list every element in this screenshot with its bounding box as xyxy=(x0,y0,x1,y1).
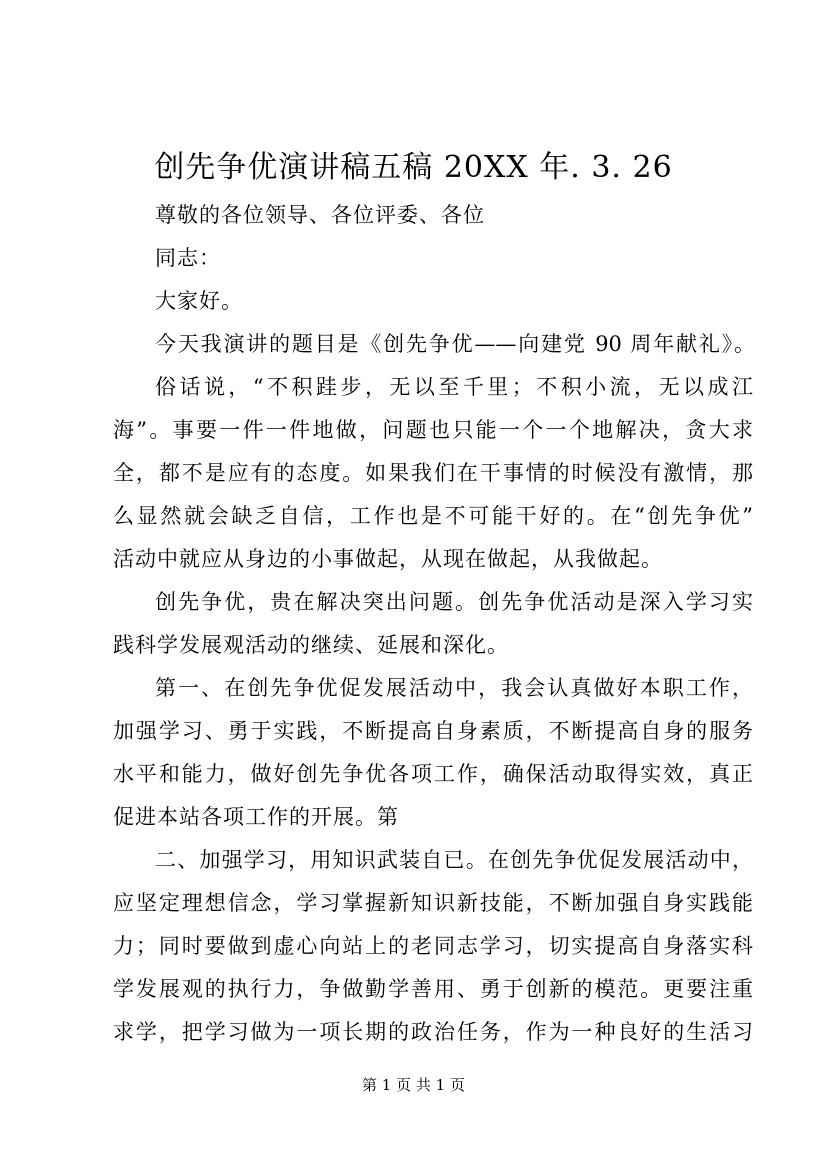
paragraph-line: 水平和能力，做好创先争优各项工作，确保活动取得实效，真正 xyxy=(113,762,753,786)
greeting-line: 大家好。 xyxy=(155,289,243,313)
paragraph-line: 力；同时要做到虚心向站上的老同志学习，切实提高自身落实科 xyxy=(113,934,753,958)
paragraph-line: 加强学习、勇于实践，不断提高自身素质，不断提高自身的服务 xyxy=(113,719,753,743)
paragraph-line: 海”。事要一件一件地做，问题也只能一个一个地解决，贪大求 xyxy=(113,418,753,442)
paragraph-line: 应坚定理想信念，学习掌握新知识新技能，不断加强自身实践能 xyxy=(113,891,753,915)
salutation-line: 尊敬的各位领导、各位评委、各位 xyxy=(155,203,485,227)
paragraph-line: 第一、在创先争优促发展活动中，我会认真做好本职工作， xyxy=(155,676,753,700)
salutation-line: 同志： xyxy=(155,246,221,270)
paragraph-line: 全，都不是应有的态度。如果我们在干事情的时候没有激情，那 xyxy=(113,461,753,485)
paragraph-line: 创先争优，贵在解决突出问题。创先争优活动是深入学习实 xyxy=(155,590,753,614)
paragraph-line: 求学，把学习做为一项长期的政治任务，作为一种良好的生活习 xyxy=(113,1020,753,1044)
paragraph-line: 二、加强学习，用知识武装自已。在创先争优促发展活动中， xyxy=(155,848,753,872)
paragraph-line: 么显然就会缺乏自信，工作也是不可能干好的。在“创先争优” xyxy=(113,504,753,528)
paragraph-line: 活动中就应从身边的小事做起，从现在做起，从我做起。 xyxy=(113,547,663,571)
paragraph-line: 学发展观的执行力，争做勤学善用、勇于创新的模范。更要注重 xyxy=(113,977,753,1001)
paragraph-line: 今天我演讲的题目是《创先争优——向建党 90 周年献礼》。 xyxy=(155,332,755,356)
paragraph-line: 促进本站各项工作的开展。第 xyxy=(113,805,399,829)
document-title: 创先争优演讲稿五稿 20XX 年. 3. 26 xyxy=(154,150,673,185)
paragraph-line: 践科学发展观活动的继续、延展和深化。 xyxy=(113,633,509,657)
page-footer: 第 1 页 共 1 页 xyxy=(362,1076,465,1094)
paragraph-line: 俗话说，“不积跬步，无以至千里；不积小流，无以成江 xyxy=(155,375,753,399)
